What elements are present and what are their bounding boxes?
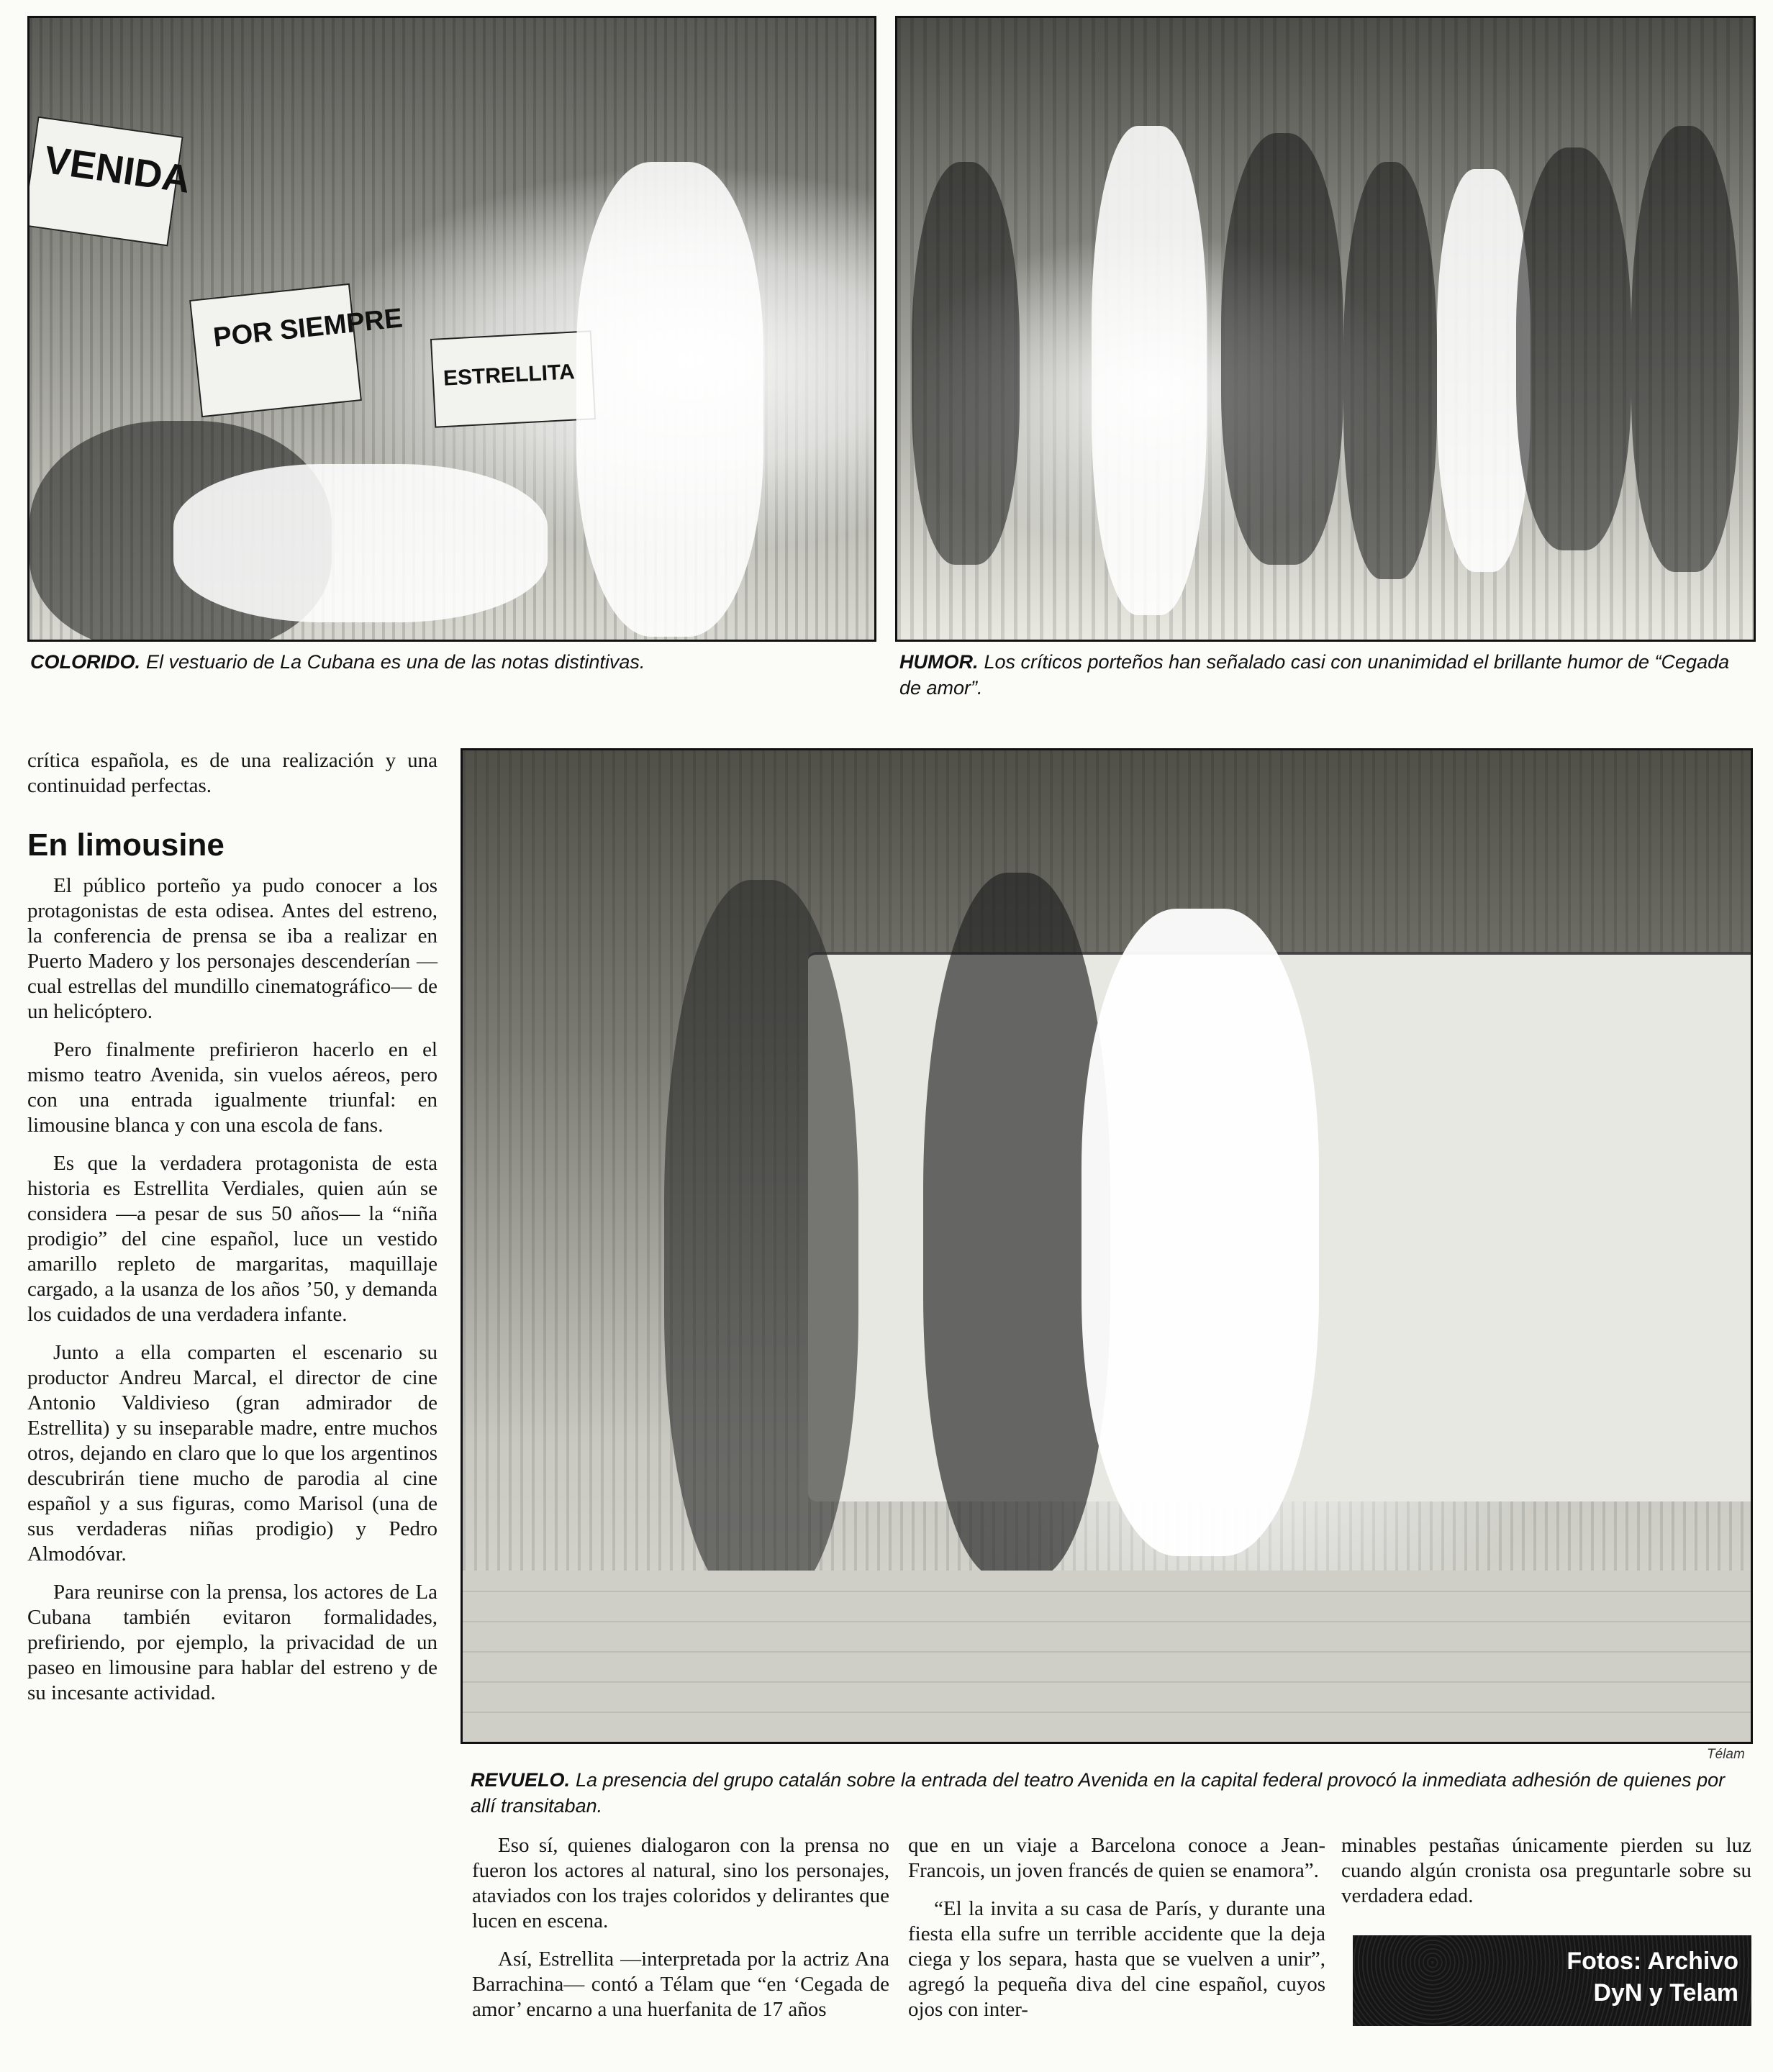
paragraph: Junto a ella comparten el escenario su productor Andreu Marcal, el director de cine Antonio Valdivieso (gran admirador de Estrellita) y su inseparable madre, entre muchos otros, dejando en claro que lo que los argentinos descubrirán tiene mucho de parodia al cine español y a sus figuras, como Marisol (una de sus verdaderas niñas prodigio) y Pedro Almodóvar. — [27, 1341, 437, 1566]
paragraph: que en un viaje a Barcelona conoce a Jean-Francois, un joven francés de quien se enamora”. — [908, 1834, 1325, 1882]
photo-revuelo — [461, 748, 1753, 1744]
paragraph: “El la invita a su casa de París, y durante una fiesta ella sufre un terrible accidente que la deja ciega y los separa, hasta que se vuelven a unir”, agregó la pequeña diva del cine español, cuyos ojos con inter- — [908, 1897, 1325, 2021]
photo-humor — [895, 16, 1756, 642]
paragraph: crítica española, es de una realización y una continuidad perfectas. — [27, 749, 437, 797]
photo-credits-box — [1353, 1935, 1751, 2026]
person — [1516, 147, 1631, 550]
paragraph: Eso sí, quienes dialogaron con la prensa no fueron los actores al natural, sino los personajes, ataviados con los trajes coloridos y delirantes que lucen en escena. — [472, 1834, 889, 1932]
paragraph: Para reunirse con la prensa, los actores de La Cubana también evitaron formalidades, prefiriendo, por ejemplo, la privacidad de un paseo en limousine para hablar del estreno y de su incesante actividad. — [27, 1581, 437, 1704]
sign-text: ESTRELLITA — [443, 360, 576, 391]
sign-text: POR SIEMPRE — [212, 303, 404, 353]
photo-credit: Télam — [1707, 1747, 1745, 1762]
subheading: En limousine — [27, 827, 225, 863]
left-column — [27, 873, 437, 1719]
caption-text: El vestuario de La Cubana es una de las notas distintivas. — [146, 651, 645, 673]
caption-text: Los críticos porteños han señalado casi con unanimidad el brillante humor de “Cegada de amor”. — [899, 651, 1730, 699]
person — [912, 162, 1020, 565]
caption-label: HUMOR. — [899, 651, 979, 673]
bottom-column-3 — [1341, 1833, 1751, 1922]
performer-figure — [664, 880, 858, 1599]
paragraph: Así, Estrellita —interpretada por la actriz Ana Barrachina— contó a Télam que “en ‘Cegada de amor’ encarno a una huerfanita de 17 años — [472, 1948, 889, 2021]
sign-text: VENIDA — [41, 138, 194, 201]
caption-colorido — [30, 649, 872, 675]
caption-label: REVUELO. — [471, 1769, 571, 1791]
person — [1221, 133, 1343, 565]
caption-humor — [899, 649, 1749, 701]
person — [1631, 126, 1739, 572]
paragraph: minables pestañas únicamente pierden su luz cuando algún cronista osa preguntarle sobre su verdadera edad. — [1341, 1834, 1751, 1907]
caption-label: COLORIDO. — [30, 651, 140, 673]
performer-figure — [576, 162, 763, 637]
bottom-column-1 — [472, 1833, 889, 2035]
person — [1092, 126, 1207, 615]
flower-float — [173, 464, 548, 622]
photo-colorido — [27, 16, 876, 642]
credit-line: Fotos: Archivo — [1566, 1948, 1738, 1975]
caption-revuelo — [471, 1767, 1749, 1819]
sidewalk — [463, 1571, 1751, 1742]
performer-figure — [1082, 909, 1319, 1556]
paragraph: Es que la verdadera protagonista de esta historia es Estrellita Verdiales, quien aún se considera —a pesar de sus 50 años— la “niña prodigio” del cine español, luce un vestido amarillo repleto de margaritas, maquillaje cargado, a la usanza de los años ’50, y demanda los cuidados de una verdadera infante. — [27, 1152, 437, 1326]
credit-line: DyN y Telam — [1593, 1979, 1738, 2007]
caption-text: La presencia del grupo catalán sobre la entrada del teatro Avenida en la capital federal provocó la inmediata adhesión de quienes por allí transitaban. — [471, 1769, 1726, 1817]
paragraph: El público porteño ya pudo conocer a los protagonistas de esta odisea. Antes del estreno, la conferencia de prensa se iba a realizar en Puerto Madero y los personajes descenderían —cual estrellas del mundillo cinematográfico— de un helicóptero. — [27, 874, 437, 1023]
bottom-column-2 — [908, 1833, 1325, 2035]
lead-text — [27, 748, 437, 812]
person — [1343, 162, 1437, 579]
paragraph: Pero finalmente prefirieron hacerlo en el mismo teatro Avenida, sin vuelos aéreos, pero con una entrada igualmente triunfal: en limousine blanca y con una escola de fans. — [27, 1038, 437, 1137]
